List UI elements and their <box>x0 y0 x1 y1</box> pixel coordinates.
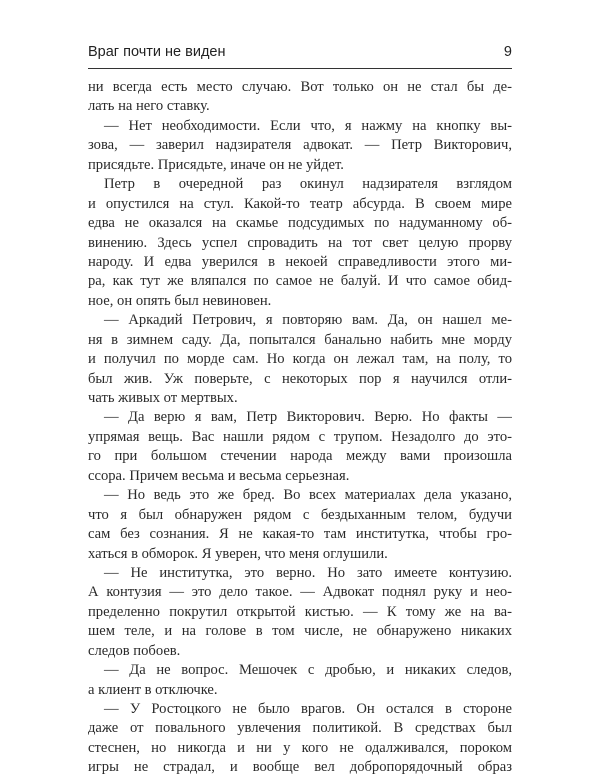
text-line: пределенно покрутил открытой кистью. — К тому же на ва- <box>88 603 512 620</box>
text-line: шем теле, и на голове в том числе, не обнаружено никаких <box>88 623 512 640</box>
text-line: — Не институтка, это верно. Но зато имеете контузию. <box>104 564 512 581</box>
text-line: зова, — заверил надзирателя адвокат. — Петр Викторович, <box>88 137 512 154</box>
page-number: 9 <box>503 44 512 60</box>
text-line: Петр в очередной раз окинул надзирателя взглядом <box>104 176 512 193</box>
text-line: а клиент в отключке. <box>88 681 218 698</box>
text-line: присядьте. Присядьте, иначе он не уйдет. <box>88 156 344 173</box>
header-rule <box>88 68 512 69</box>
running-header <box>88 44 512 60</box>
text-line: и получил по морде сам. Но когда он лежал там, на полу, то <box>88 351 512 368</box>
text-line: что я был обнаружен рядом с бездыханным телом, будучи <box>88 506 512 523</box>
text-line: упрямая вещь. Вас нашли рядом с трупом. Незадолго до это- <box>88 428 512 445</box>
text-line: — Нет необходимости. Если что, я нажму на кнопку вы- <box>104 117 512 134</box>
text-line: — Да верю я вам, Петр Викторович. Верю. Но факты — <box>104 409 512 426</box>
text-line: следов побоев. <box>88 642 181 659</box>
text-line: ни всегда есть место случаю. Вот только он не стал бы де- <box>88 79 512 95</box>
text-line: даже от повального увлечения политикой. В средствах был <box>88 720 512 737</box>
text-line: хаться в обморок. Я уверен, что меня оглушили. <box>88 545 388 562</box>
text-line: лать на него ставку. <box>88 98 210 115</box>
text-line: игры не страдал, и вообще вел добропорядочный образ <box>88 759 512 776</box>
text-line: — У Ростоцкого не было врагов. Он остался в стороне <box>104 701 512 717</box>
text-line: А контузия — это дело такое. — Адвокат поднял руку и нео- <box>88 584 512 601</box>
text-line: ное, он опять был невиновен. <box>88 292 272 309</box>
text-line: ня в зимнем саду. Да, попытался банально набить мне морду <box>88 331 512 348</box>
text-line: — Да не вопрос. Мешочек с дробью, и никаких следов, <box>104 662 512 679</box>
text-line: и опустился на стул. Какой-то театр абсурда. В своем мире <box>88 195 512 212</box>
text-line: винению. Здесь успел спровадить на тот свет целую прорву <box>88 234 512 251</box>
text-line: го при большом стечении народа между вами произошла <box>88 448 512 465</box>
text-line: едва не оказался на скамье подсудимых по надуманному об- <box>88 215 512 232</box>
body-text <box>88 78 512 778</box>
text-line: ра, как тут же вляпался по самое не балуй. И что самое обид- <box>88 273 512 290</box>
text-line: ссора. Причем весьма и весьма серьезная. <box>88 467 350 484</box>
text-line: чать живых от мертвых. <box>88 390 238 406</box>
running-title: Враг почти не виден <box>88 44 226 60</box>
text-line: — Но ведь это же бред. Во всех материалах дела указано, <box>104 487 512 504</box>
text-line: народу. И едва уверился в некоей справедливости этого ми- <box>88 253 512 270</box>
text-line: — Аркадий Петрович, я повторяю вам. Да, он нашел ме- <box>104 312 512 329</box>
text-line: был жив. Уж поверьте, с некоторых пор я научился отли- <box>88 370 512 387</box>
text-line: стеснен, но никогда и ни у кого не одалживался, пороком <box>88 739 512 756</box>
text-line: сам без сознания. Я не какая-то там институтка, чтобы гро- <box>88 526 512 543</box>
